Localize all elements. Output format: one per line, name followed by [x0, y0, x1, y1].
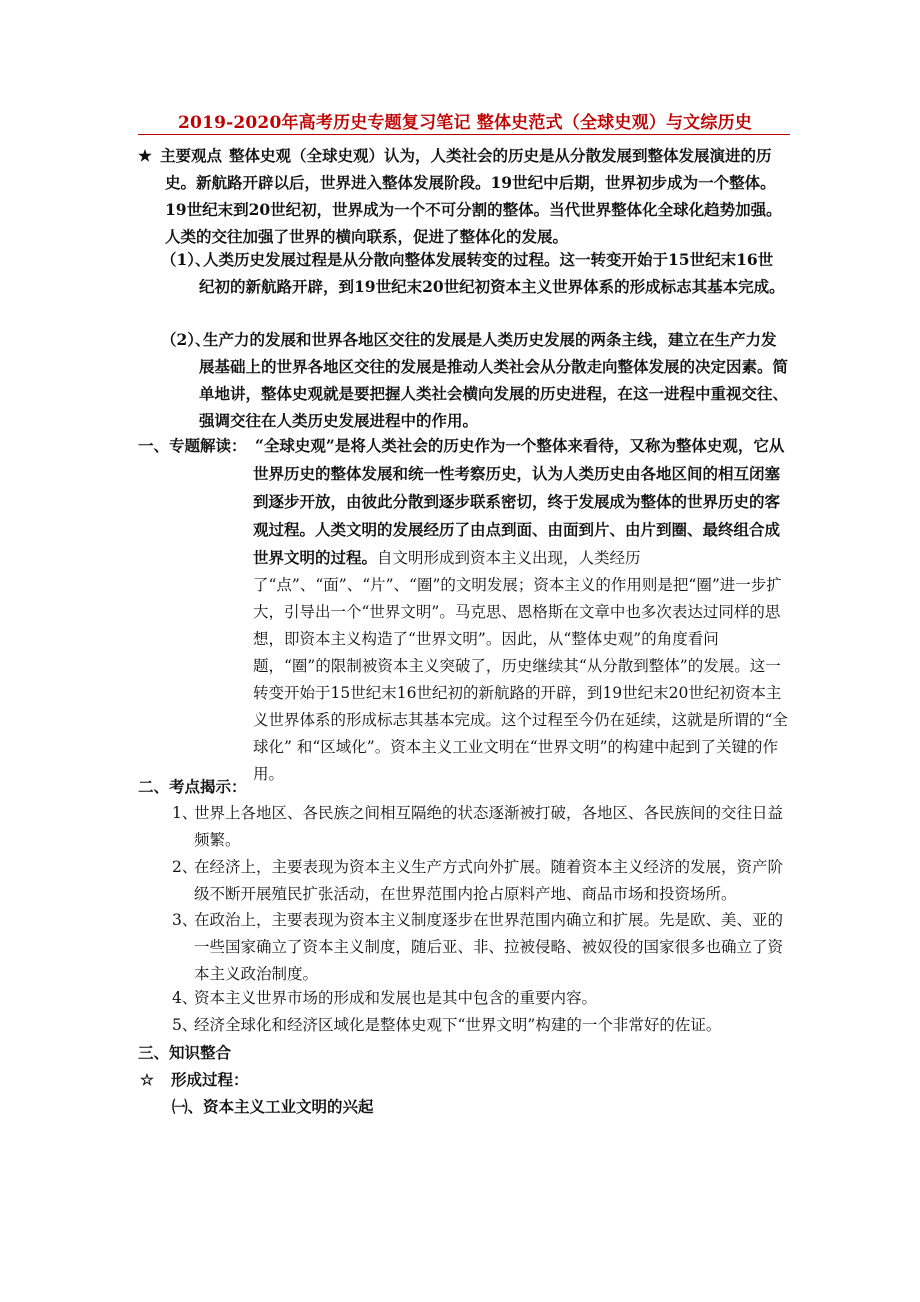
main-view-block [138, 142, 788, 252]
point-2-text: 生产力的发展和世界各地区交往的发展是人类历史发展的两条主线，建立在生产力发展基础上的世界各地区交往的发展是推动人类社会从分散走向整体发展的决定因素。简单地讲，整体史观就是要把握人类社会横向发展的历史进程，在这一进程中重视交往、强调交往在人类历史发展进程中的作用。 [199, 330, 789, 430]
section-2-heading: 二、考点揭示： [138, 777, 247, 796]
section-1-heading: 一、专题解读： [138, 436, 247, 455]
section-2-item-3-marker: 3、 [172, 911, 198, 929]
black-star-icon: ★ [138, 146, 152, 165]
section-1-body [253, 432, 788, 788]
point-2 [161, 326, 788, 436]
section-2-item-2-text: 在经济上，主要表现为资本主义生产方式向外扩展。随着资本主义经济的发展，资产阶级不断开展殖民扩张活动，在世界范围内抢占原料产地、商品市场和投资场所。 [194, 858, 784, 903]
section-1-bold-text: “全球史观”是将人类社会的历史作为一个整体来看待，又称为整体史观，它从世界历史的整体发展和统一性考察历史，认为人类历史由各地区间的相互闭塞到逐步开放，由彼此分散到逐步联系密切，终于发展成为整体的世界历史的客观过程。人类文明的发展经历了由点到面、由面到片、由片到圈、最终组合成世界文明的过程。 [253, 436, 785, 567]
sub-item-1: ㈠、资本主义工业文明的兴起 [172, 1097, 374, 1116]
section-2-item-2 [172, 854, 788, 910]
title-underline [138, 134, 790, 135]
white-star-icon: ☆ [140, 1070, 154, 1089]
section-1 [138, 432, 788, 783]
main-view-text: 整体史观（全球史观）认为，人类社会的历史是从分散发展到整体发展演进的历史。新航路开辟以后，世界进入整体发展阶段。19世纪中后期，世界初步成为一个整体。19世纪末到20世纪初，世界成为一个不可分割的整体。当代世界整体化全球化趋势加强。人类的交往加强了世界的横向联系，促进了整体化的发展。 [165, 146, 782, 246]
section-2-item-5-text: 经济全球化和经济区域化是整体史观下“世界文明”构建的一个非常好的佐证。 [194, 1016, 722, 1034]
section-2-item-5 [172, 1012, 788, 1040]
section-2-item-1-marker: 1、 [172, 804, 198, 822]
section-2-item-4-marker: 4、 [172, 989, 198, 1007]
section-3-heading: 三、知识整合 [138, 1043, 232, 1062]
section-2-item-1-text: 世界上各地区、各民族之间相互隔绝的状态逐渐被打破，各地区、各民族间的交往日益频繁。 [194, 804, 784, 849]
formation-process-label: 形成过程： [171, 1070, 249, 1089]
formation-process [138, 1066, 538, 1094]
section-2-item-3 [172, 907, 788, 989]
section-2-item-2-marker: 2、 [172, 858, 198, 876]
main-view-label: 主要观点 [160, 146, 223, 165]
point-2-marker: （2）、 [161, 330, 211, 349]
point-1-text: 人类历史发展过程是从分散向整体发展转变的过程。这一转变开始于15世纪末16世纪初的新航路开辟，到19世纪末20世纪初资本主义世界体系的形成标志其基本完成。 [199, 250, 785, 296]
document-title: 2019-2020年高考历史专题复习笔记 整体史范式（全球史观）与文综历史 [177, 113, 752, 133]
section-2-item-4-text: 资本主义世界市场的形成和发展也是其中包含的重要内容。 [194, 989, 598, 1007]
section-2-item-3-text: 在政治上，主要表现为资本主义制度逐步在世界范围内确立和扩展。先是欧、美、亚的一些国家确立了资本主义制度，随后亚、非、拉被侵略、被奴役的国家很多也确立了资本主义政治制度。 [194, 911, 784, 983]
section-2-item-5-marker: 5、 [172, 1016, 198, 1034]
point-1 [161, 246, 788, 330]
section-2-item-1 [172, 800, 788, 856]
point-1-marker: （1）、 [161, 250, 211, 269]
section-1-normal-text: 自文明形成到资本主义出现，人类经历了“点”、“面”、“片”、“圈”的文明发展；资本主义的作用则是把“圈”进一步扩大，引导出一个“世界文明”。马克思、恩格斯在文章中也多次表达过同样的思想，即资本主义构造了“世界文明”。因此，从“整体史观”的角度看问题，“圈”的限制被资本主义突破了，历史继续其“从分散到整体”的发展。这一转变开始于15世纪末16世纪初的新航路的开辟，到19世纪末20世纪初资本主义世界体系的形成标志其基本完成。这个过程至今仍在延续，这就是所谓的“全球化” 和“区域化”。资本主义工业文明在“世界文明”的构建中起到了关键的作用。 [253, 549, 788, 783]
section-2-item-4 [172, 985, 788, 1013]
